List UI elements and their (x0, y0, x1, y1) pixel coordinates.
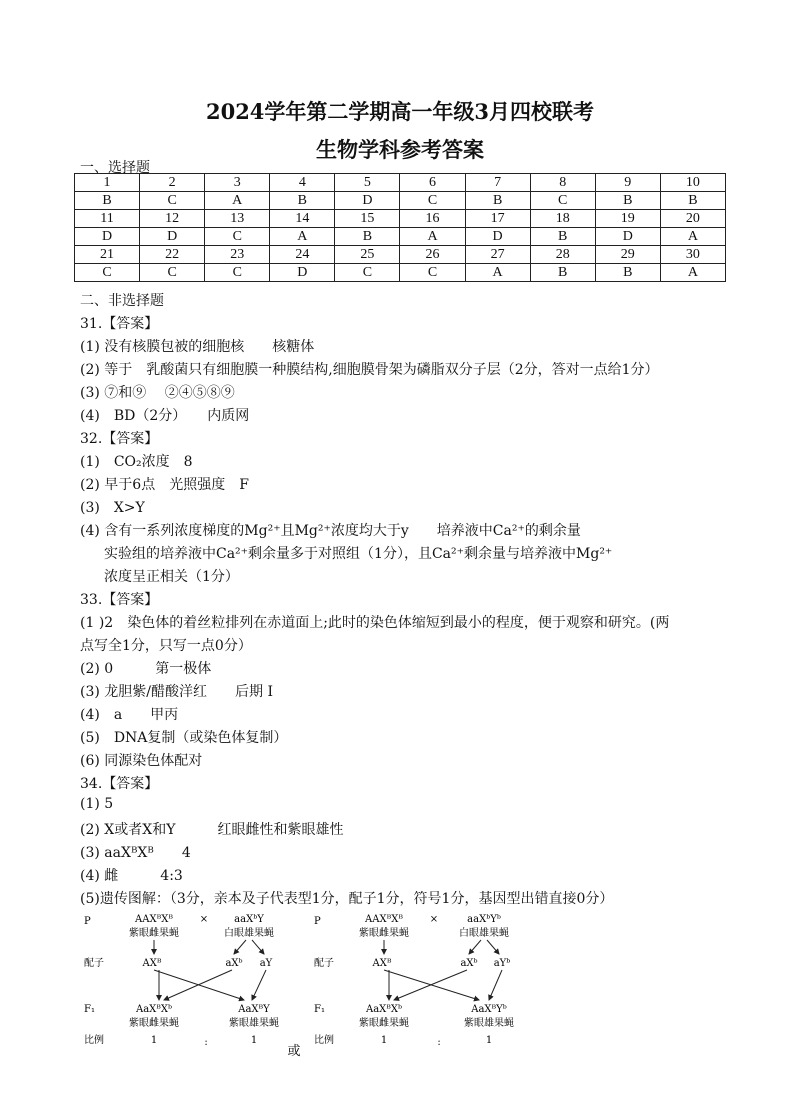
right-p-label: P (314, 916, 321, 927)
answer-cell: A (465, 264, 530, 282)
left-line-4 (252, 970, 266, 1000)
right-p1-genotype: AAXᴮXᴮ (365, 914, 403, 925)
q31-heading: 31.【答案】 (80, 316, 159, 332)
answer-cell: A (400, 228, 465, 246)
q33-line-2: 点写全1分，只写一点0分） (80, 638, 252, 654)
right-gamete-label: 配子 (314, 958, 334, 969)
right-ratio-1: 1 (380, 1035, 388, 1046)
question-number-cell: 18 (530, 210, 595, 228)
page-subtitle: 生物学科参考答案 (316, 137, 484, 162)
genetic-cross-diagram (84, 910, 724, 1060)
left-gamete-2: aXᵇ (225, 958, 243, 969)
right-p2-genotype: aaXᵇYᵇ (467, 914, 501, 925)
question-number-cell: 29 (595, 246, 660, 264)
q34-line-3: (3) aaXᴮXᴮ 4 (80, 845, 191, 861)
question-number-cell: 2 (140, 174, 205, 192)
answer-cell: C (335, 264, 400, 282)
q31-line-1: (1) 没有核膜包被的细胞核 核糖体 (80, 339, 315, 355)
q33-line-1: (1 )2 染色体的着丝粒排列在赤道面上;此时的染色体缩短到最小的程度，便于观察和研究。(两 (80, 615, 670, 631)
answer-cell: D (270, 264, 335, 282)
answer-cell: B (335, 228, 400, 246)
right-f1a-phenotype: 紫眼雌果蝇 (359, 1018, 409, 1029)
right-f1a-genotype: AaXᴮXᵇ (365, 1004, 403, 1015)
answer-cell: D (465, 228, 530, 246)
answer-cell: C (400, 264, 465, 282)
answer-cell: D (595, 228, 660, 246)
question-number-cell: 27 (465, 246, 530, 264)
question-number-cell: 24 (270, 246, 335, 264)
question-number-cell: 25 (335, 246, 400, 264)
question-number-row (75, 174, 726, 192)
question-number-cell: 13 (205, 210, 270, 228)
left-f1b-genotype: AaXᴮY (238, 1004, 270, 1015)
q32-line-1: (1) CO₂浓度 8 (80, 454, 193, 470)
left-ratio-colon: : (204, 1037, 208, 1048)
left-p2-genotype: aaXᵇY (234, 914, 264, 925)
question-number-cell: 6 (400, 174, 465, 192)
right-cross-symbol: × (429, 914, 439, 925)
left-gamete-label: 配子 (84, 958, 104, 969)
left-line-3 (164, 970, 232, 1000)
answer-cell: B (530, 228, 595, 246)
left-arrow-p2b (252, 940, 264, 954)
right-f1-label: F₁ (314, 1004, 325, 1015)
answer-cell: B (75, 192, 140, 210)
question-number-cell: 30 (660, 246, 725, 264)
answer-cell: C (75, 264, 140, 282)
question-number-cell: 19 (595, 210, 660, 228)
question-number-cell: 22 (140, 246, 205, 264)
left-gamete-3: aY (259, 958, 273, 969)
answer-cell: D (75, 228, 140, 246)
question-number-cell: 16 (400, 210, 465, 228)
right-gamete-1: AXᴮ (372, 958, 392, 969)
answer-cell: D (140, 228, 205, 246)
q33-line-3: (2) 0 第一极体 (80, 661, 212, 677)
question-number-cell: 7 (465, 174, 530, 192)
q32-line-6: 浓度呈正相关（1分） (104, 569, 239, 585)
question-number-cell: 12 (140, 210, 205, 228)
question-number-cell: 4 (270, 174, 335, 192)
answer-cell: A (205, 192, 270, 210)
right-arrow-p2a (469, 940, 481, 954)
left-gamete-1: AXᴮ (142, 958, 162, 969)
q34-line-5: (5)遗传图解：（3分，亲本及子代表型1分，配子1分，符号1分，基因型出错直接0分） (80, 891, 614, 907)
right-gamete-3: aYᵇ (493, 958, 511, 969)
question-number-cell: 23 (205, 246, 270, 264)
q32-heading: 32.【答案】 (80, 431, 159, 447)
question-number-cell: 1 (75, 174, 140, 192)
right-ratio-colon: : (437, 1037, 441, 1048)
answer-cell: C (205, 228, 270, 246)
answer-cell: C (140, 264, 205, 282)
q31-line-3: (3) ⑦和⑨ ②④⑤⑧⑨ (80, 385, 235, 401)
question-number-row (75, 210, 726, 228)
cross-left (84, 914, 279, 1048)
answer-cell: D (335, 192, 400, 210)
page-title: 2024学年第二学期高一年级3月四校联考 (205, 99, 595, 124)
right-ratio-label: 比例 (314, 1035, 334, 1046)
question-number-cell: 15 (335, 210, 400, 228)
left-p2-phenotype: 白眼雄果蝇 (224, 928, 274, 939)
answer-row (75, 228, 726, 246)
answer-cell: B (660, 192, 725, 210)
or-text: 或 (287, 1044, 301, 1059)
section-nonchoice-heading: 二、非选择题 (80, 293, 164, 309)
left-arrow-p2a (234, 940, 246, 954)
right-p1-phenotype: 紫眼雌果蝇 (359, 928, 409, 939)
answer-cell: B (465, 192, 530, 210)
answer-row (75, 192, 726, 210)
right-f1b-phenotype: 紫眼雄果蝇 (464, 1018, 514, 1029)
answer-cell: A (270, 228, 335, 246)
left-p-label: P (84, 916, 91, 927)
left-f1-label: F₁ (84, 1004, 95, 1015)
answer-cell: C (205, 264, 270, 282)
question-number-cell: 17 (465, 210, 530, 228)
answer-cell: C (530, 192, 595, 210)
left-ratio-label: 比例 (84, 1035, 104, 1046)
question-number-cell: 8 (530, 174, 595, 192)
question-number-cell: 3 (205, 174, 270, 192)
question-number-cell: 26 (400, 246, 465, 264)
q33-heading: 33.【答案】 (80, 592, 159, 608)
right-line-4 (489, 970, 502, 1000)
right-gamete-2: aXᵇ (460, 958, 478, 969)
q34-line-1: (1) 5 (80, 796, 114, 812)
right-p2-phenotype: 白眼雄果蝇 (459, 928, 509, 939)
q31-line-2: (2) 等于 乳酸菌只有细胞膜一种膜结构,细胞膜骨架为磷脂双分子层（2分，答对一点给1分） (80, 362, 659, 378)
question-number-cell: 21 (75, 246, 140, 264)
q32-line-4: (4) 含有一系列浓度梯度的Mg²⁺且Mg²⁺浓度均大于y 培养液中Ca²⁺的剩余量 (80, 523, 581, 539)
section-choice-heading: 一、选择题 (80, 160, 150, 176)
left-ratio-2: 1 (250, 1035, 258, 1046)
left-p1-genotype: AAXᴮXᴮ (135, 914, 173, 925)
question-number-cell: 14 (270, 210, 335, 228)
right-arrow-p2b (487, 940, 499, 954)
answer-cell: C (400, 192, 465, 210)
answer-table (74, 173, 726, 282)
q33-line-4: (3) 龙胆紫/醋酸洋红 后期 I (80, 684, 273, 700)
question-number-cell: 28 (530, 246, 595, 264)
right-line-3 (394, 970, 467, 1000)
answer-cell: A (660, 264, 725, 282)
left-p1-phenotype: 紫眼雌果蝇 (129, 928, 179, 939)
answer-cell: B (595, 192, 660, 210)
q34-heading: 34.【答案】 (80, 776, 159, 792)
q33-line-7: (6) 同源染色体配对 (80, 753, 203, 769)
q31-line-4: (4) BD（2分） 内质网 (80, 408, 250, 424)
right-ratio-2: 1 (485, 1035, 493, 1046)
q32-line-2: (2) 早于6点 光照强度 F (80, 477, 249, 493)
q32-line-3: (3) X>Y (80, 500, 145, 516)
q33-line-6: (5) DNA复制（或染色体复制） (80, 730, 288, 746)
left-cross-symbol: × (199, 914, 209, 925)
question-number-cell: 10 (660, 174, 725, 192)
q33-line-5: (4) a 甲丙 (80, 707, 179, 723)
answer-cell: B (270, 192, 335, 210)
left-ratio-1: 1 (150, 1035, 158, 1046)
question-number-cell: 20 (660, 210, 725, 228)
q34-line-4: (4) 雌 4:3 (80, 868, 183, 884)
question-number-row (75, 246, 726, 264)
right-f1b-genotype: AaXᴮYᵇ (471, 1004, 507, 1015)
question-number-cell: 11 (75, 210, 140, 228)
question-number-cell: 5 (335, 174, 400, 192)
left-f1a-genotype: AaXᴮXᵇ (135, 1004, 173, 1015)
cross-right (314, 914, 514, 1048)
left-f1b-phenotype: 紫眼雄果蝇 (229, 1018, 279, 1029)
answer-cell: B (595, 264, 660, 282)
answer-cell: C (140, 192, 205, 210)
q34-line-2: (2) X或者X和Y 红眼雌性和紫眼雄性 (80, 822, 344, 838)
question-number-cell: 9 (595, 174, 660, 192)
answer-row (75, 264, 726, 282)
left-f1a-phenotype: 紫眼雌果蝇 (129, 1018, 179, 1029)
q32-line-5: 实验组的培养液中Ca²⁺剩余量多于对照组（1分），且Ca²⁺剩余量与培养液中Mg²⁺ (104, 546, 613, 562)
answer-cell: B (530, 264, 595, 282)
answer-cell: A (660, 228, 725, 246)
